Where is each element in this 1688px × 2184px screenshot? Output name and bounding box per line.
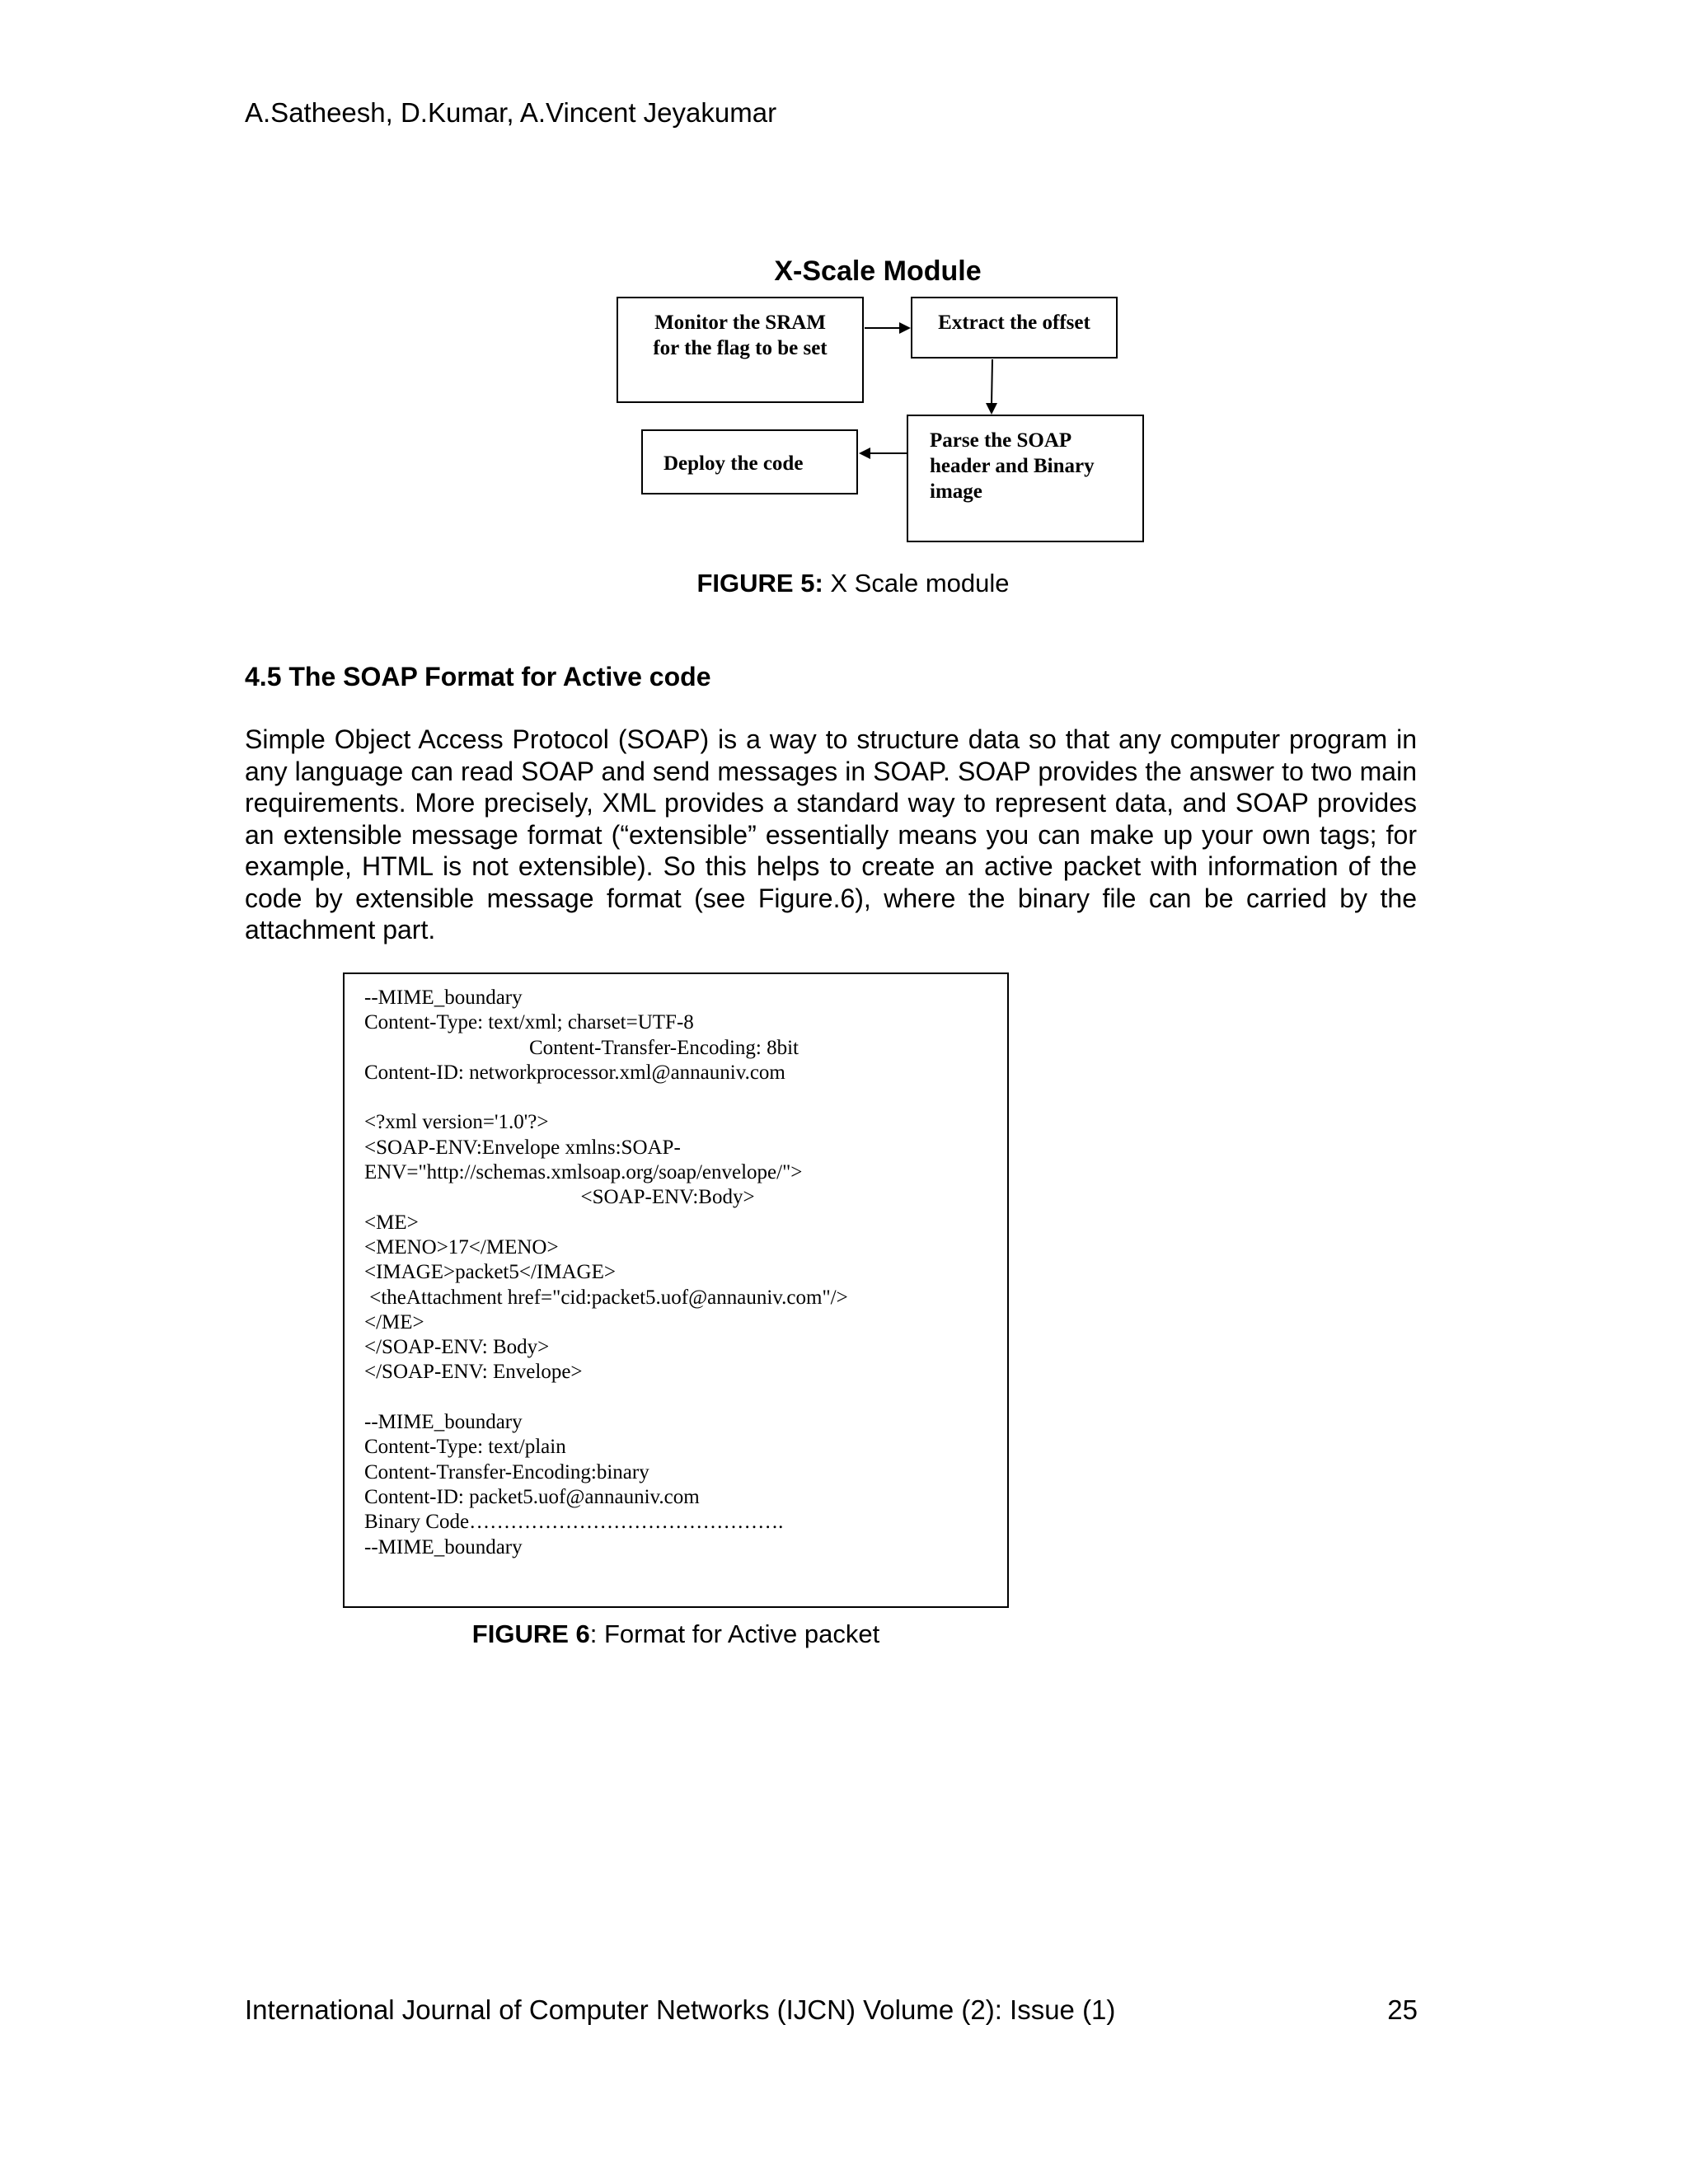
code-line: </SOAP-ENV: Body> (364, 1336, 550, 1359)
figure-5-caption (614, 569, 1092, 598)
code-line: --MIME_boundary (364, 1411, 523, 1434)
code-line: <theAttachment href="cid:packet5.uof@annauniv.com"/> (364, 1286, 848, 1309)
code-line: Content-Type: text/plain (364, 1436, 566, 1459)
code-line: Content-ID: packet5.uof@annauniv.com (364, 1485, 700, 1508)
box-parse-line-1: Parse the SOAP (930, 429, 1072, 452)
code-line: ENV="http://schemas.xmlsoap.org/soap/envelope/"> (364, 1161, 803, 1184)
page-number: 25 (1387, 1994, 1418, 2025)
code-line: Binary Code………………………………………. (364, 1511, 784, 1534)
code-line: <SOAP-ENV:Envelope xmlns:SOAP- (364, 1136, 681, 1159)
code-line: <SOAP-ENV:Body> (364, 1186, 755, 1209)
code-line: </SOAP-ENV: Envelope> (364, 1361, 583, 1384)
box-extract-offset: Extract the offset (911, 297, 1118, 359)
code-line: Content-ID: networkprocessor.xml@annauniv.com (364, 1061, 785, 1084)
section-heading: 4.5 The SOAP Format for Active code (245, 662, 711, 691)
running-header: A.Satheesh, D.Kumar, A.Vincent Jeyakumar (245, 97, 777, 128)
code-line: Content-Transfer-Encoding: 8bit (364, 1036, 799, 1059)
figure-6-caption-label: FIGURE 6 (471, 1619, 590, 1648)
code-line (364, 1385, 1007, 1410)
journal-footer: International Journal of Computer Networks (IJCN) Volume (2): Issue (1) (245, 1994, 1116, 2025)
box-parse-line-2: header and Binary (930, 455, 1095, 477)
code-line: <IMAGE>packet5</IMAGE> (364, 1261, 616, 1284)
box-monitor-line-1: Monitor the SRAM (654, 312, 826, 334)
arrowhead-extract (899, 322, 911, 334)
code-line (364, 1085, 1007, 1110)
figure-6-code-box (343, 972, 1009, 1608)
figure-5-diagram (614, 255, 1158, 560)
figure-6-caption (343, 1619, 1009, 1649)
body-paragraph: Simple Object Access Protocol (SOAP) is a way to structure data so that any computer program in any language can read SOAP and send messages in SOAP. SOAP provides the answer to two main requirements. More precisely, XML provides a standard way to represent data, and SOAP provides an extensible message format (“extensible” essentially means you can make up your own tags; for example, HTML is not extensible). So this helps to create an active packet with information of the code by extensible message format (see Figure.6), where the binary file can be carried by the attachment part. (245, 724, 1417, 944)
code-line: <MENO>17</MENO> (364, 1235, 559, 1258)
arrowhead-deploy (859, 448, 870, 459)
figure-5-caption-text: X Scale module (823, 569, 1010, 598)
box-monitor-line-2: for the flag to be set (653, 337, 828, 359)
code-line: --MIME_boundary (364, 1535, 523, 1558)
code-line: <ME> (364, 1211, 419, 1234)
code-line: </ME> (364, 1310, 424, 1333)
code-line: Content-Type: text/xml; charset=UTF-8 (364, 1011, 694, 1034)
figure-5-caption-label: FIGURE 5: (696, 569, 823, 598)
code-line: <?xml version='1.0'?> (364, 1111, 549, 1134)
code-line: --MIME_boundary (364, 987, 523, 1009)
arrowhead-parse (986, 403, 997, 415)
box-parse-line-3: image (930, 480, 982, 503)
diagram-arrows (614, 255, 1158, 560)
diagram-title: X-Scale Module (774, 255, 982, 287)
figure-6-caption-text: : Format for Active packet (589, 1619, 880, 1648)
code-line: Content-Transfer-Encoding:binary (364, 1460, 649, 1483)
box-deploy-code: Deploy the code (641, 429, 858, 494)
